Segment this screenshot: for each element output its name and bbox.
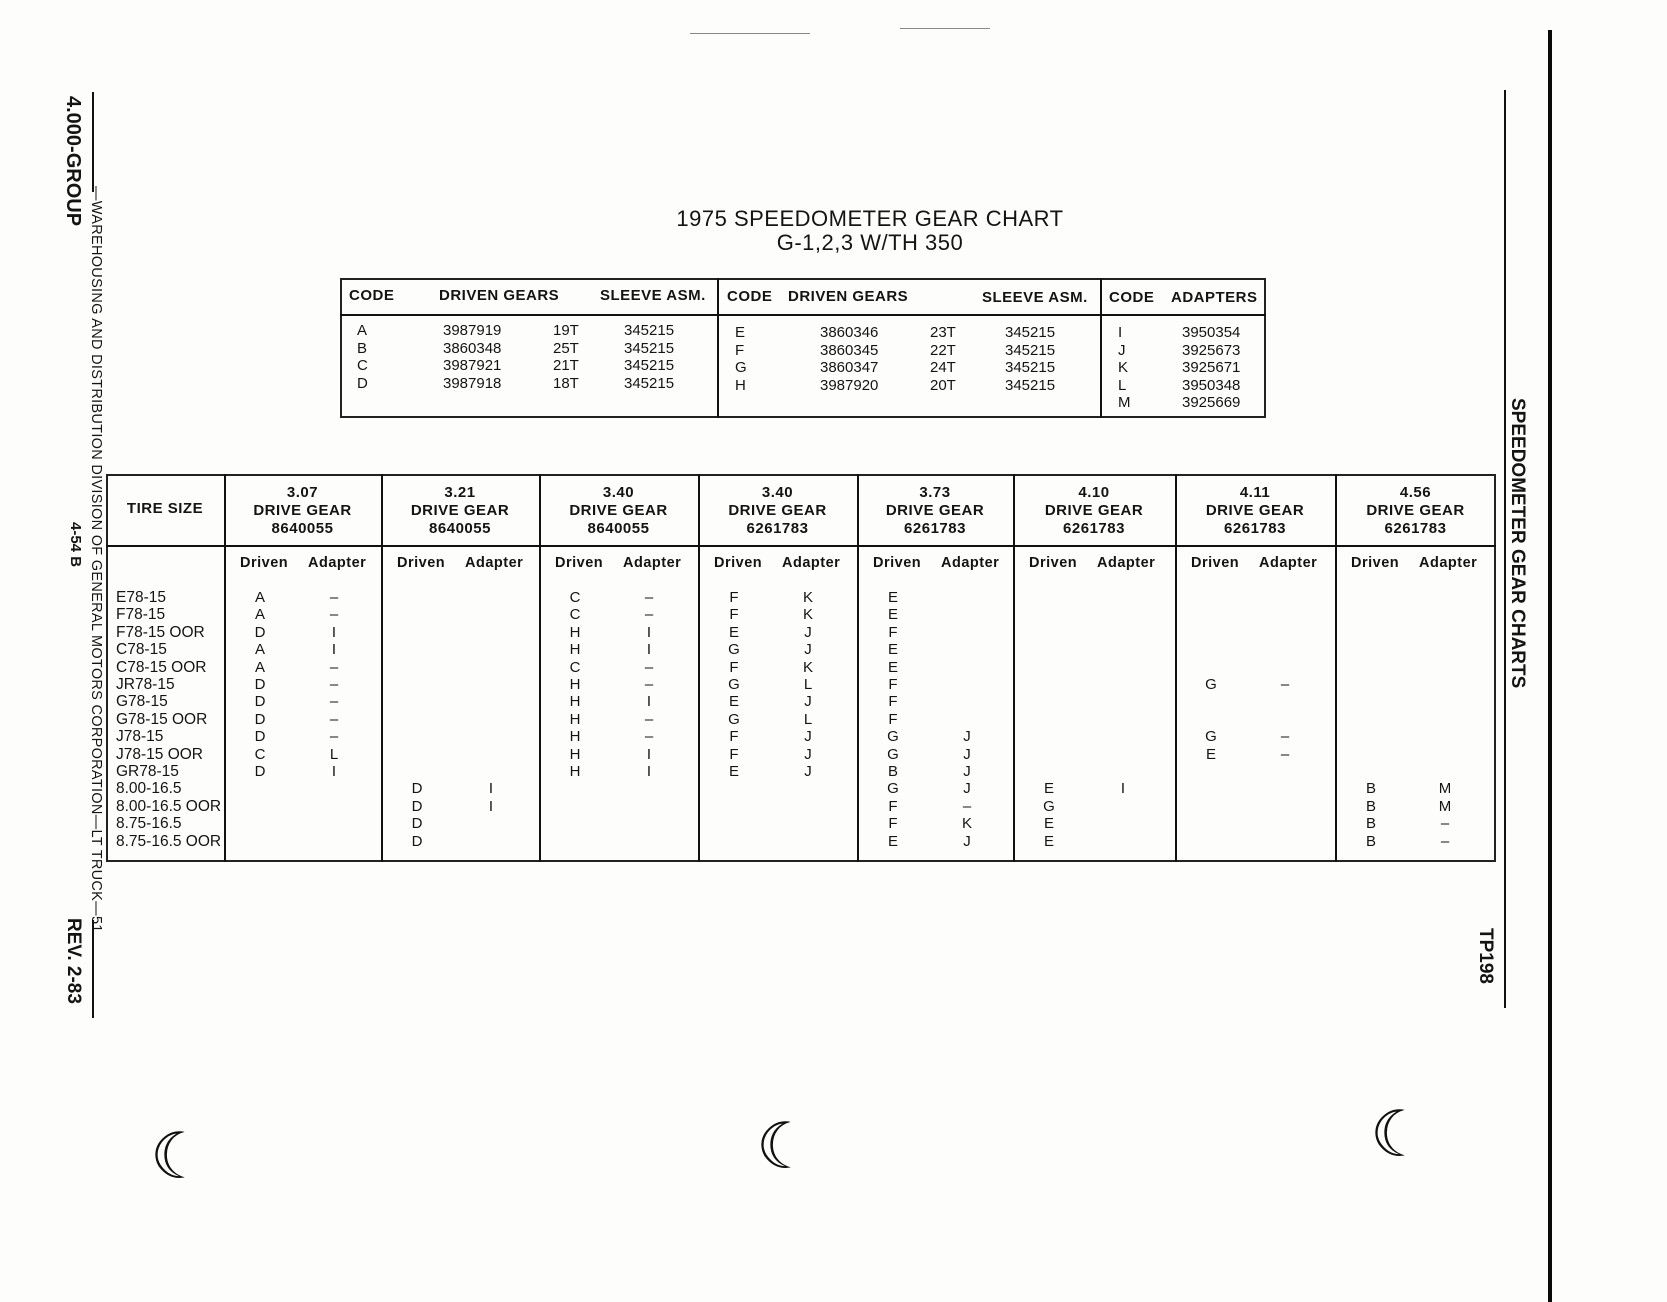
adapter-code: – [1280,745,1290,763]
drive-gear-label: DRIVE GEAR [1205,502,1305,519]
adapter-header: Adapter [465,555,524,571]
adapter-code: M [1118,394,1131,411]
sleeve-part-number: 345215 [1005,341,1056,359]
driven-code: A [254,641,265,659]
gear-teeth: 23T [930,324,956,341]
gear-code: E [735,324,746,341]
adapter-code: I [646,641,652,659]
gear-code: C [357,357,368,374]
driven-code: E [887,606,898,624]
group-label: 4.000-GROUP [62,96,84,227]
driven-code: D [254,676,266,693]
driven-code: E [728,623,739,641]
drive-gear-part: 8640055 [587,520,650,537]
tire-size: J78-15 OOR [116,745,204,763]
adapter-code: I [646,693,652,711]
gear-part-number: 3860347 [820,359,879,376]
left-margin-rule [92,920,94,1018]
table-header-rule [340,314,1266,316]
adapter-code: – [329,606,339,624]
adapter-part-number: 3925669 [1182,394,1241,411]
driven-code: G [728,710,740,728]
adapter-code: – [644,606,654,624]
sleeve-part-number: 345215 [1005,359,1056,376]
adapter-code: – [329,728,339,746]
drive-ratio: 4.11 [1239,484,1271,501]
header-code: CODE [349,287,395,304]
driven-code: B [887,763,898,780]
drive-ratio: 3.40 [761,484,794,501]
driven-code: F [729,589,739,606]
chart-title: 1975 SPEEDOMETER GEAR CHART [676,206,1064,231]
adapter-code: – [644,589,654,606]
driven-code: H [569,676,581,693]
driven-code: H [569,693,581,711]
gear-code: D [357,374,368,392]
binder-hole-mark: ☾ [1370,1098,1428,1172]
adapter-code: – [644,728,654,746]
gear-part-number: 3860345 [820,341,879,359]
adapter-header: Adapter [941,555,1000,571]
adapter-code: I [1118,324,1123,341]
header-code: CODE [1109,289,1155,306]
gear-teeth: 20T [930,376,956,394]
driven-code: D [411,815,423,833]
adapter-code: J [804,623,812,641]
driven-code: A [254,658,265,676]
adapter-code: – [329,676,339,693]
driven-code: E [887,641,898,659]
adapter-code: – [644,710,654,728]
driven-code: E [887,589,898,606]
adapter-code: – [1280,728,1290,746]
adapter-part-number: 3925673 [1182,341,1241,359]
driven-code: A [254,589,265,606]
drive-gear-part: 6261783 [1384,520,1447,537]
driven-code: G [1205,728,1217,746]
left-margin-rule [92,92,94,192]
driven-code: H [569,745,581,763]
tire-size: 8.75-16.5 [116,815,182,833]
adapter-code: J [963,745,971,763]
adapter-code: J [804,641,812,659]
chart-subtitle: G-1,2,3 W/TH 350 [776,230,964,255]
adapter-code: L [803,710,813,728]
adapter-header: Adapter [1419,555,1478,571]
driven-header: Driven [240,555,289,571]
driven-code: D [254,710,266,728]
drive-gear-part: 6261783 [746,520,809,537]
adapter-header: Adapter [1259,555,1318,571]
drive-gear-part: 6261783 [1224,520,1286,537]
driven-code: A [254,606,265,624]
binder-hole-mark: ☾ [150,1120,208,1194]
gear-part-number: 3860346 [820,324,879,341]
tp-code: TP198 [1475,928,1496,984]
driven-code: G [887,728,899,746]
driven-code: F [888,710,898,728]
gear-teeth: 21T [553,357,579,374]
driven-header: Driven [1029,555,1078,571]
adapter-code: – [644,658,654,676]
adapter-part-number: 3925671 [1182,359,1241,376]
driven-code: D [411,832,423,850]
adapter-code: I [646,763,652,780]
adapter-code: K [961,815,972,833]
gear-teeth: 25T [553,339,579,357]
drive-ratio: 4.56 [1399,484,1432,501]
driven-code: H [569,641,581,659]
driven-code: H [569,623,581,641]
tire-size: JR78-15 [116,676,175,693]
adapter-code: J [804,763,812,780]
drive-gear-label: DRIVE GEAR [1366,502,1465,519]
driven-code: E [1043,815,1054,833]
driven-code: G [887,780,899,798]
gear-teeth: 24T [930,359,956,376]
driven-code: G [1205,676,1217,693]
division-label: —WAREHOUSING AND DISTRIBUTION DIVISION OF GENERAL MOTORS CORPORATION—LT TRUCK—51 [88,186,104,933]
driven-code: F [888,676,898,693]
drive-ratio: 3.73 [919,484,951,501]
driven-code: E [728,693,739,711]
driven-code: E [1043,780,1054,798]
drive-gear-label: DRIVE GEAR [1044,502,1144,519]
adapter-code: – [644,676,654,693]
drive-gear-label: DRIVE GEAR [253,502,352,519]
tire-size: F78-15 OOR [116,623,205,641]
adapter-code: K [802,658,813,676]
drive-gear-part: 6261783 [904,520,966,537]
adapter-part-number: 3950348 [1182,376,1241,394]
driven-code: F [729,745,739,763]
tire-size: E78-15 [116,589,166,606]
adapter-code: I [1120,780,1126,798]
adapter-code: I [331,623,337,641]
adapter-code: J [963,832,971,850]
driven-code: H [569,728,581,746]
gear-part-number: 3987920 [820,376,879,394]
adapter-code: I [488,797,494,815]
adapter-code: I [646,745,652,763]
driven-header: Driven [555,555,604,571]
gear-part-number: 3987921 [443,357,502,374]
adapter-code: – [962,797,972,815]
tire-size: J78-15 [116,728,164,746]
driven-code: H [569,763,581,780]
driven-header: Driven [397,555,446,571]
gear-code: F [735,341,745,359]
section-title: SPEEDOMETER GEAR CHARTS [1507,398,1528,689]
adapter-code: J [804,728,812,746]
driven-code: G [728,676,740,693]
tire-size: C78-15 OOR [116,658,207,676]
tire-size: G78-15 [116,693,168,711]
driven-code: H [569,710,581,728]
adapter-part-number: 3950354 [1182,324,1241,341]
drive-gear-part: 6261783 [1063,520,1125,537]
gear-part-number: 3987918 [443,374,502,392]
adapter-code: I [646,623,652,641]
driven-code: G [728,641,740,659]
page-number: 4-54 B [67,522,84,568]
table-divider [1100,278,1102,418]
driven-code: C [569,606,581,624]
scan-mark [900,28,990,29]
adapter-code: I [331,763,337,780]
tire-size: GR78-15 [116,763,179,780]
driven-code: F [729,728,739,746]
adapter-code: I [488,780,494,798]
tire-size: 8.00-16.5 [116,780,182,798]
driven-code: F [888,623,898,641]
revision-label: REV. 2-83 [63,918,84,1004]
adapter-code: – [329,693,339,711]
driven-code: D [254,623,266,641]
gear-teeth: 18T [553,374,579,392]
driven-code: C [569,658,581,676]
driven-code: E [887,832,898,850]
gear-code: A [357,322,368,339]
driven-header: Driven [1351,555,1400,571]
adapter-code: M [1438,780,1452,798]
driven-code: G [887,745,899,763]
tire-size: C78-15 [116,641,167,659]
driven-code: D [411,797,423,815]
adapter-code: – [1280,676,1290,693]
tire-size: 8.00-16.5 OOR [116,797,222,815]
drive-gear-label: DRIVE GEAR [885,502,985,519]
drive-gear-part: 8640055 [271,520,334,537]
adapter-header: Adapter [623,555,682,571]
driven-code: D [411,780,423,798]
driven-code: B [1365,832,1376,850]
adapter-code: K [802,589,813,606]
adapter-code: M [1438,797,1452,815]
drive-gear-label: DRIVE GEAR [569,502,668,519]
drive-ratio: 3.40 [602,484,635,501]
driven-code: F [729,658,739,676]
gear-code: B [357,339,368,357]
gear-code: H [735,376,746,394]
header-code: CODE [727,288,773,305]
adapter-code: L [329,745,339,763]
driven-header: Driven [1191,555,1240,571]
driven-code: C [254,745,266,763]
adapter-code: L [803,676,813,693]
gear-part-number: 3860348 [443,339,502,357]
driven-code: E [887,658,898,676]
adapter-code: K [802,606,813,624]
driven-code: E [1205,745,1216,763]
gear-part-number: 3987919 [443,322,502,339]
sleeve-part-number: 345215 [1005,376,1056,394]
driven-code: B [1365,815,1376,833]
adapter-code: I [331,641,337,659]
header-adapters: ADAPTERS [1171,289,1258,306]
driven-code: B [1365,780,1376,798]
sleeve-part-number: 345215 [1005,324,1056,341]
driven-code: B [1365,797,1376,815]
driven-code: G [1043,797,1055,815]
binder-hole-mark: ☾ [756,1110,814,1184]
adapter-header: Adapter [1097,555,1156,571]
tire-size: G78-15 OOR [116,710,208,728]
header-sleeve: SLEEVE ASM. [982,289,1088,306]
scan-mark [690,33,810,34]
adapter-header: Adapter [782,555,841,571]
sleeve-part-number: 345215 [624,357,675,374]
adapter-code: – [329,658,339,676]
adapter-code: J [963,728,971,746]
tire-size: 8.75-16.5 OOR [116,832,222,850]
header-driven-gears: DRIVEN GEARS [788,288,909,305]
adapter-header: Adapter [308,555,367,571]
table-header-rule [106,545,1496,547]
adapter-code: – [329,710,339,728]
sleeve-part-number: 345215 [624,339,675,357]
drive-ratio: 3.07 [286,484,319,501]
driven-header: Driven [873,555,922,571]
driven-code: F [888,815,898,833]
driven-code: F [729,606,739,624]
drive-ratio: 4.10 [1078,484,1110,501]
driven-code: F [888,693,898,711]
adapter-code: J [963,763,971,780]
driven-code: F [888,797,898,815]
adapter-code: J [804,745,812,763]
drive-gear-part: 8640055 [429,520,491,537]
driven-code: D [254,728,266,746]
adapter-code: J [1118,341,1126,359]
tire-size: F78-15 [116,606,166,624]
adapter-code: K [1118,359,1129,376]
driven-code: D [254,763,266,780]
driven-code: D [254,693,266,711]
gear-code: G [735,359,747,376]
driven-code: E [1043,832,1054,850]
table-divider [717,278,719,418]
drive-gear-label: DRIVE GEAR [410,502,510,519]
gear-teeth: 22T [930,341,956,359]
sleeve-part-number: 345215 [624,322,675,339]
adapter-code: J [804,693,812,711]
header-sleeve: SLEEVE ASM. [600,287,706,304]
drive-ratio: 3.21 [444,484,476,501]
gear-teeth: 19T [553,322,579,339]
adapter-code: – [329,589,339,606]
driven-code: E [728,763,739,780]
adapter-code: – [1440,815,1450,833]
driven-code: C [569,589,581,606]
tire-size-header: TIRE SIZE [126,500,204,517]
adapter-code: L [1118,376,1127,394]
header-driven-gears: DRIVEN GEARS [439,287,560,304]
drive-gear-label: DRIVE GEAR [728,502,827,519]
adapter-code: J [963,780,971,798]
sleeve-part-number: 345215 [624,374,675,392]
driven-header: Driven [714,555,763,571]
adapter-code: – [1440,832,1450,850]
